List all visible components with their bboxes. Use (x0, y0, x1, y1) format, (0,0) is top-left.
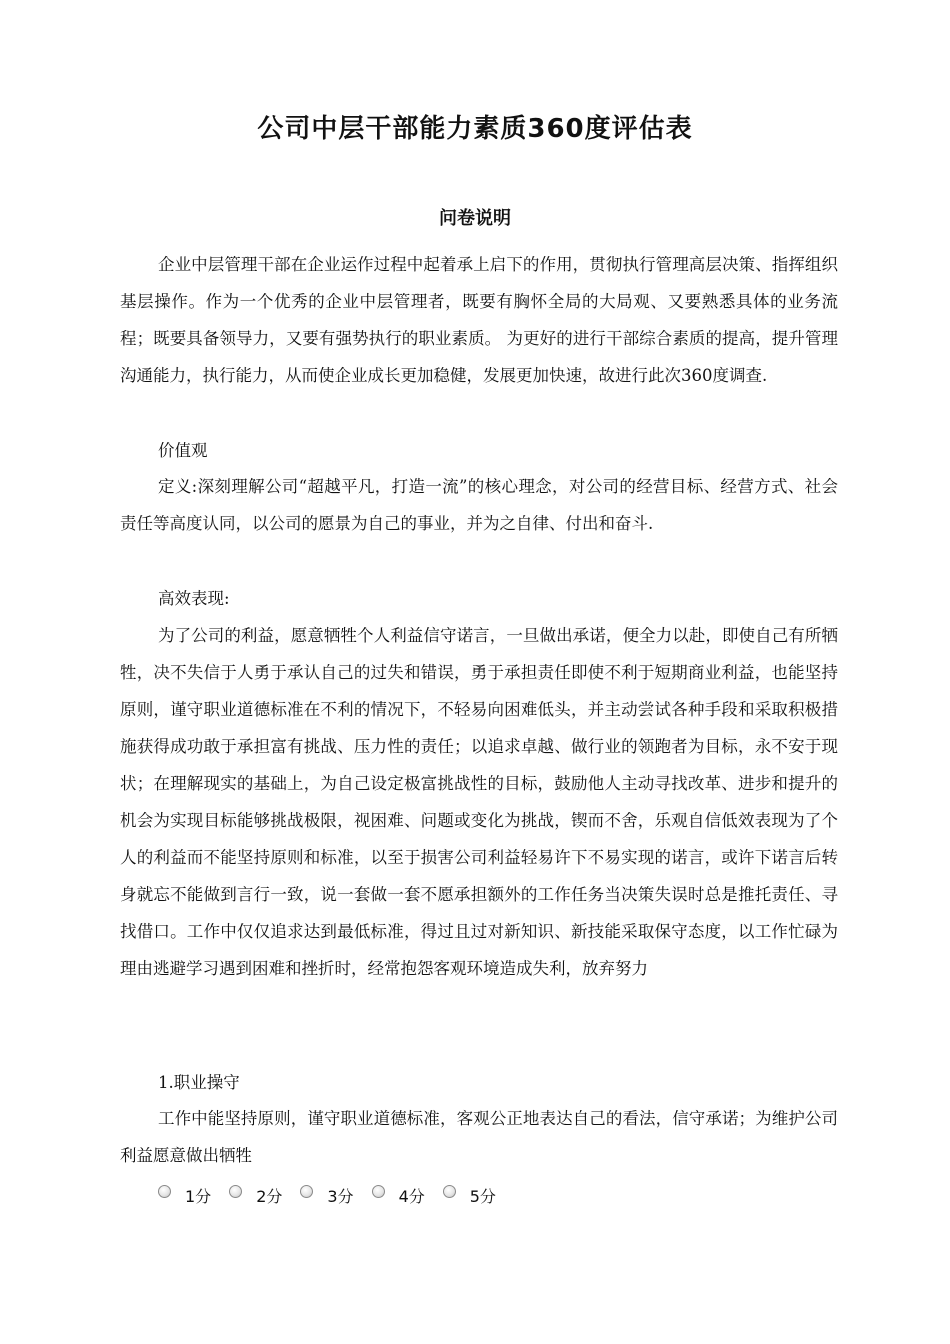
question-1-rating (158, 1177, 514, 1213)
document-title: 公司中层干部能力素质360度评估表 (257, 114, 693, 144)
radio-button[interactable] (300, 1185, 313, 1198)
high-performance-label: 高效表现: (158, 589, 230, 608)
question-1-description: 工作中能坚持原则，谨守职业道德标准，客观公正地表达自己的看法，信守承诺；为维护公司利益愿意做出牺牲 (120, 1109, 838, 1165)
rating-option-label: 3分 (327, 1186, 354, 1206)
rating-option-4[interactable] (372, 1184, 425, 1207)
radio-button[interactable] (158, 1185, 171, 1198)
rating-option-2[interactable] (229, 1184, 282, 1207)
rating-option-label: 2分 (256, 1186, 283, 1206)
radio-button[interactable] (443, 1185, 456, 1198)
rating-option-label: 5分 (469, 1186, 496, 1206)
section-title: 问卷说明 (439, 208, 511, 229)
radio-button[interactable] (372, 1185, 385, 1198)
rating-option-label: 4分 (398, 1186, 425, 1206)
rating-option-3[interactable] (300, 1184, 353, 1207)
radio-button[interactable] (229, 1185, 242, 1198)
values-label: 价值观 (158, 441, 208, 460)
rating-option-5[interactable] (443, 1184, 496, 1207)
rating-option-1[interactable] (158, 1184, 211, 1207)
question-1-label: 1.职业操守 (158, 1073, 240, 1092)
definition-paragraph: 定义:深刻理解公司“超越平凡，打造一流”的核心理念，对公司的经营目标、经营方式、社会责任等高度认同，以公司的愿景为自己的事业，并为之自律、付出和奋斗. (120, 477, 838, 533)
intro-paragraph: 企业中层管理干部在企业运作过程中起着承上启下的作用，贯彻执行管理高层决策、指挥组织基层操作。作为一个优秀的企业中层管理者，既要有胸怀全局的大局观、又要熟悉具体的业务流程；既要具备领导力，又要有强势执行的职业素质。 为更好的进行干部综合素质的提高，提升管理沟通能力，执行能力，从而使企业成长更加稳健，发展更加快速，故进行此次360度调查. (120, 255, 838, 385)
rating-option-label: 1分 (185, 1186, 212, 1206)
behavior-paragraph: 为了公司的利益，愿意牺牲个人利益信守诺言，一旦做出承诺，便全力以赴，即使自己有所牺牲，决不失信于人勇于承认自己的过失和错误，勇于承担责任即使不利于短期商业利益，也能坚持原则，谨守职业道德标准在不利的情况下，不轻易向困难低头，并主动尝试各种手段和采取积极措施获得成功敢于承担富有挑战、压力性的责任；以追求卓越、做行业的领跑者为目标，永不安于现状；在理解现实的基础上，为自己设定极富挑战性的目标，鼓励他人主动寻找改革、进步和提升的机会为实现目标能够挑战极限，视困难、问题或变化为挑战，锲而不舍，乐观自信低效表现为了个人的利益而不能坚持原则和标准，以至于损害公司利益轻易许下不易实现的诺言，或许下诺言后转身就忘不能做到言行一致，说一套做一套不愿承担额外的工作任务当决策失误时总是推托责任、寻找借口。工作中仅仅追求达到最低标准，得过且过对新知识、新技能采取保守态度，以工作忙碌为理由逃避学习遇到困难和挫折时，经常抱怨客观环境造成失利，放弃努力 (120, 626, 838, 978)
